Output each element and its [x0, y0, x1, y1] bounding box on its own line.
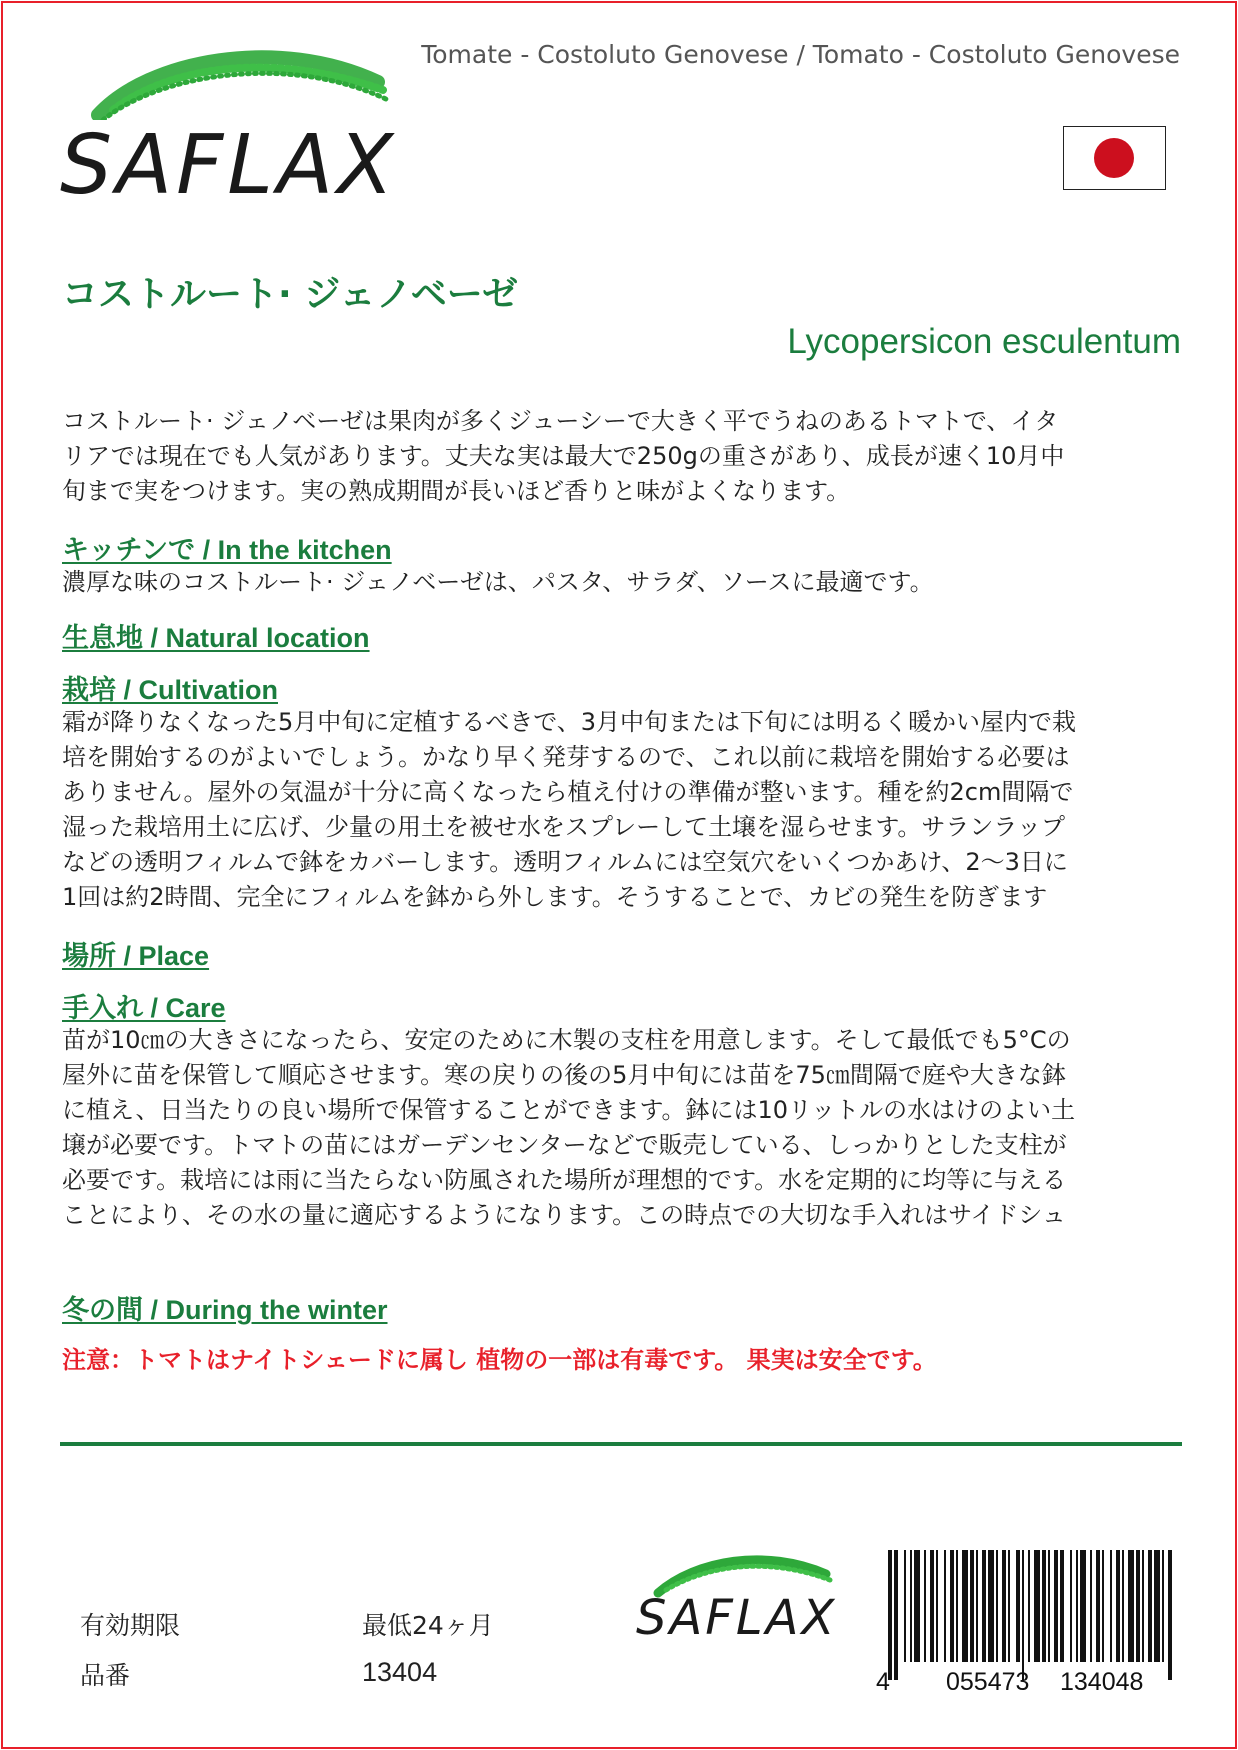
- barcode-bar: [1016, 1550, 1020, 1662]
- latin-name: Lycopersicon esculentum: [787, 322, 1181, 361]
- barcode-bar: [1008, 1550, 1010, 1662]
- barcode-number-right: 134048: [1060, 1668, 1144, 1696]
- barcode-bar: [1136, 1550, 1140, 1662]
- barcode-bar: [1110, 1550, 1112, 1662]
- flag-sun-circle: [1094, 138, 1134, 178]
- text-line: 1回は約2時間、完全にフィルムを鉢から外します。そうすることで、カビの発生を防ぎます: [62, 883, 1048, 911]
- barcode-bar: [1060, 1550, 1064, 1662]
- product-title: コストルート· ジェノベーゼ: [62, 274, 519, 315]
- barcode-bar: [1022, 1550, 1024, 1680]
- barcode-bar: [1128, 1550, 1134, 1662]
- barcode-bar: [1154, 1550, 1160, 1662]
- barcode-bar: [1142, 1550, 1144, 1662]
- barcode-bar: [970, 1550, 974, 1662]
- heading-natural-location: 生息地 / Natural location: [62, 623, 370, 653]
- text-line: 旬まで実をつけます。実の熟成期間が長いほど香りと味がよくなります。: [62, 477, 851, 505]
- intro-paragraph: [62, 404, 1182, 509]
- text-line: 屋外に苗を保管して順応させます。寒の戻りの後の5月中旬には苗を75㎝間隔で庭や大きな鉢: [62, 1061, 1066, 1089]
- barcode-bar: [996, 1550, 998, 1662]
- leaf-swoosh-icon: [58, 40, 398, 120]
- barcode-bar: [888, 1550, 892, 1680]
- barcode-bar: [904, 1550, 906, 1662]
- barcode-bar: [924, 1550, 926, 1662]
- brand-name-small: SAFLAX: [636, 1590, 838, 1646]
- item-number-value: 13404: [362, 1657, 438, 1687]
- text-line: ことにより、その水の量に適応するようになります。この時点での大切な手入れはサイドシュ: [62, 1201, 1066, 1229]
- barcode-bar: [1102, 1550, 1104, 1662]
- barcode-bar: [944, 1550, 946, 1662]
- heading-care: 手入れ / Care: [62, 993, 226, 1023]
- text-line: に植え、日当たりの良い場所で保管することができます。鉢には10リットルの水はけのよい土: [62, 1096, 1076, 1124]
- barcode-bar: [1028, 1550, 1030, 1662]
- kitchen-paragraph: [62, 565, 1182, 600]
- text-line: 苗が10㎝の大きさになったら、安定のために木製の支柱を用意します。そして最低でも5°Cの: [62, 1026, 1071, 1054]
- barcode-bar: [950, 1550, 954, 1662]
- barcode-bar: [1034, 1550, 1040, 1662]
- barcode-bar: [1168, 1550, 1172, 1680]
- barcode-bars: [876, 1550, 1182, 1680]
- barcode-bar: [1148, 1550, 1152, 1662]
- brand-logo-small: [636, 1548, 836, 1648]
- barcode-number-first: 4: [876, 1668, 890, 1696]
- text-line: 壌が必要です。トマトの苗にはガーデンセンターなどで販売している、しっかりとした支柱が: [62, 1131, 1067, 1159]
- text-line: 必要です。栽培には雨に当たらない防風された場所が理想的です。水を定期的に均等に与える: [62, 1166, 1067, 1194]
- barcode-bar: [962, 1550, 968, 1662]
- barcode-bar: [1048, 1550, 1050, 1662]
- barcode-bar: [930, 1550, 934, 1662]
- barcode-bar: [1070, 1550, 1072, 1662]
- text-line: 霜が降りなくなった5月中旬に定植するべきで、3月中旬または下旬には明るく暖かい屋内で栽: [62, 708, 1077, 736]
- text-line: ありません。屋外の気温が十分に高くなったら植え付けの準備が整います。種を約2cm間隔で: [62, 778, 1074, 806]
- heading-winter: 冬の間 / During the winter: [62, 1295, 388, 1325]
- barcode-bar: [982, 1550, 986, 1662]
- barcode-bar: [1096, 1550, 1100, 1662]
- footer-divider: [60, 1442, 1182, 1446]
- barcode-bar: [1076, 1550, 1078, 1662]
- barcode-number-left: 055473: [946, 1668, 1030, 1696]
- page-title: Tomate - Costoluto Genovese / Tomato - Costoluto Genovese: [421, 40, 1180, 69]
- barcode-bar: [894, 1550, 898, 1680]
- brand-name: SAFLAX: [60, 118, 398, 213]
- text-line: などの透明フィルムで鉢をカバーします。透明フィルムには空気穴をいくつかあけ、2～3日に: [62, 848, 1068, 876]
- barcode-bar: [1042, 1550, 1046, 1662]
- barcode-bar: [910, 1550, 912, 1662]
- barcode-bar: [1162, 1550, 1164, 1662]
- text-line: リアでは現在でも人気があります。丈夫な実は最大で250gの重さがあり、成長が速く10月中: [62, 442, 1065, 470]
- barcode: [876, 1550, 1182, 1700]
- barcode-bar: [1116, 1550, 1120, 1662]
- heading-kitchen: キッチンで / In the kitchen: [62, 535, 392, 565]
- heading-place: 場所 / Place: [62, 941, 210, 971]
- barcode-bar: [1054, 1550, 1058, 1662]
- text-line: 濃厚な味のコストルート· ジェノベーゼは、パスタ、サラダ、ソースに最適です。: [62, 568, 934, 596]
- japan-flag-icon: [1063, 126, 1166, 190]
- text-line: 湿った栽培用土に広げ、少量の用土を被せ水をスプレーして土壌を湿らせます。サランラップ: [62, 813, 1065, 841]
- toxicity-warning: 注意：トマトはナイトシェードに属し 植物の一部は有毒です。 果実は安全です。: [62, 1346, 937, 1374]
- barcode-bar: [976, 1550, 978, 1662]
- barcode-bar: [1122, 1550, 1124, 1662]
- barcode-bar: [1002, 1550, 1006, 1662]
- barcode-bar: [1080, 1550, 1086, 1662]
- barcode-bar: [956, 1550, 958, 1662]
- item-number-label: 品番: [80, 1661, 131, 1690]
- cultivation-paragraph: [62, 705, 1182, 915]
- barcode-bar: [1090, 1550, 1092, 1662]
- text-line: コストルート· ジェノベーゼは果肉が多くジューシーで大きく平でうねのあるトマトで、イタ: [62, 407, 1059, 435]
- heading-cultivation: 栽培 / Cultivation: [62, 675, 278, 705]
- expiry-value: 最低24ヶ月: [362, 1611, 494, 1640]
- care-paragraph: [62, 1023, 1182, 1233]
- barcode-bar: [988, 1550, 994, 1662]
- barcode-bar: [936, 1550, 938, 1662]
- text-line: 培を開始するのがよいでしょう。かなり早く発芽するので、これ以前に栽培を開始する必要は: [62, 743, 1070, 771]
- barcode-bar: [914, 1550, 920, 1662]
- brand-logo: [58, 40, 398, 213]
- expiry-label: 有効期限: [80, 1611, 181, 1640]
